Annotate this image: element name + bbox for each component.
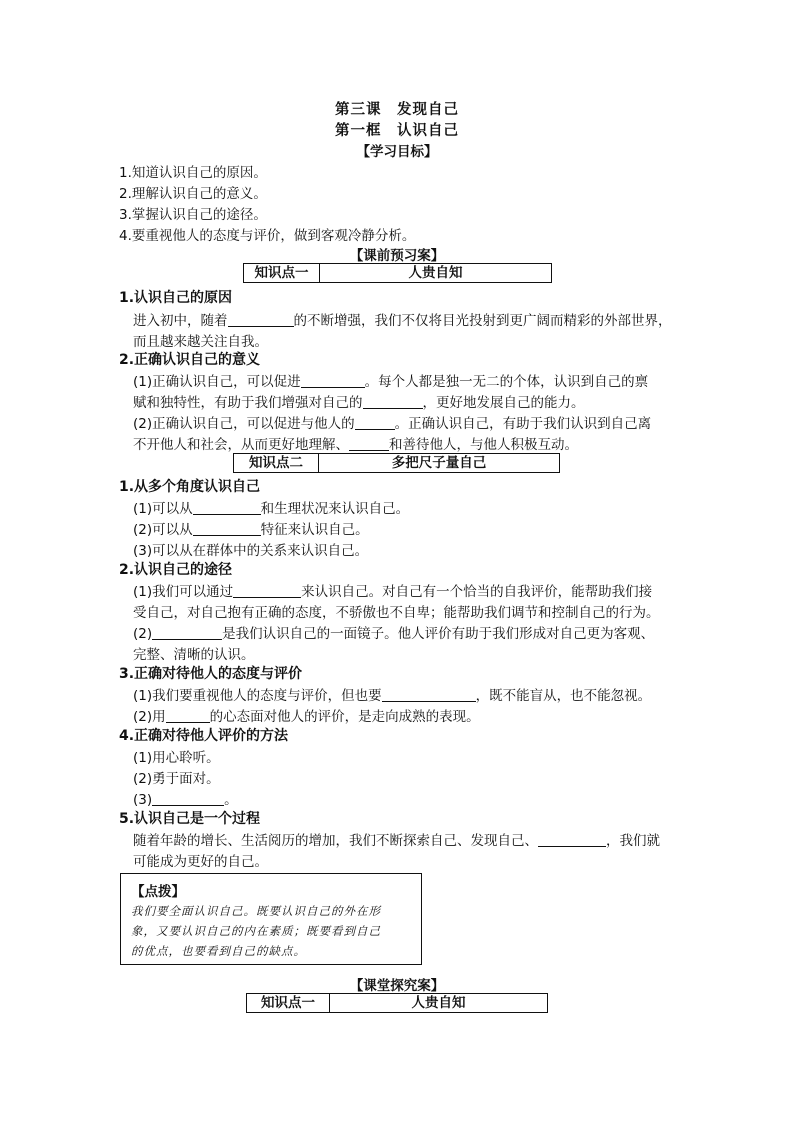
text-line: (2)正确认识自己，可以促进与他人的 。正确认识自己，有助于我们认识到自己离 bbox=[133, 416, 652, 432]
fill-blank[interactable] bbox=[355, 416, 395, 431]
text-line: (1)可以从 和生理状况来认识自己。 bbox=[133, 501, 410, 517]
fill-blank[interactable] bbox=[152, 792, 224, 807]
section-heading: 2.正确认识自己的意义 bbox=[119, 352, 261, 368]
section-heading: 5.认识自己是一个过程 bbox=[119, 811, 261, 827]
text-line: (3)可以从在群体中的关系来认识自己。 bbox=[133, 543, 369, 559]
tip-title: 【点拨】 bbox=[131, 884, 185, 900]
text-line: 受自己，对自己抱有正确的态度，不骄傲也不自卑；能帮助我们调节和控制自己的行为。 bbox=[133, 605, 660, 621]
explore-heading: 【课堂探究案】 bbox=[349, 978, 445, 994]
goal-item: 3.掌握认识自己的途径。 bbox=[119, 207, 267, 223]
preview-heading: 【课前预习案】 bbox=[349, 248, 445, 264]
fill-blank[interactable] bbox=[538, 833, 606, 848]
text-line: (1)我们要重视他人的态度与评价，但也要 ，既不能盲从，也不能忽视。 bbox=[133, 688, 652, 704]
knowledge-point-label: 知识点一 bbox=[247, 994, 330, 1012]
text-line: 不开他人和社会，从而更好地理解、 和善待他人，与他人积极互动。 bbox=[133, 437, 578, 453]
goals-heading: 【学习目标】 bbox=[356, 144, 438, 160]
fill-blank[interactable] bbox=[382, 688, 476, 703]
goal-item: 2.理解认识自己的意义。 bbox=[119, 186, 267, 202]
text-line: 赋和独特性，有助于我们增强对自己的 ，更好地发展自己的能力。 bbox=[133, 395, 585, 411]
knowledge-point-label: 知识点二 bbox=[234, 454, 319, 472]
goal-item: 4.要重视他人的态度与评价，做到客观冷静分析。 bbox=[119, 228, 416, 244]
section-heading: 4.正确对待他人评价的方法 bbox=[119, 728, 289, 744]
text-line: (2) 是我们认识自己的一面镜子。他人评价有助于我们形成对自己更为客观、 bbox=[133, 626, 655, 642]
text-line: (1)用心聆听。 bbox=[133, 750, 220, 766]
fill-blank[interactable] bbox=[166, 709, 210, 724]
fill-blank[interactable] bbox=[349, 437, 389, 452]
section-heading: 1.从多个角度认识自己 bbox=[119, 479, 261, 495]
fill-blank[interactable] bbox=[193, 522, 261, 537]
fill-blank[interactable] bbox=[193, 501, 261, 516]
section-heading: 3.正确对待他人的态度与评价 bbox=[119, 666, 303, 682]
text-line: (2)勇于面对。 bbox=[133, 771, 220, 787]
text-line: 随着年龄的增长、生活阅历的增加，我们不断探索自己、发现自己、 ，我们就 bbox=[133, 833, 660, 849]
text-line: (2)可以从 特征来认识自己。 bbox=[133, 522, 369, 538]
text-line: (1)正确认识自己，可以促进 。每个人都是独一无二的个体，认识到自己的禀 bbox=[133, 374, 649, 390]
tip-line: 我们要全面认识自己。既要认识自己的外在形 bbox=[131, 904, 381, 918]
fill-blank[interactable] bbox=[152, 626, 222, 641]
fill-blank[interactable] bbox=[228, 313, 294, 328]
section-heading: 1.认识自己的原因 bbox=[119, 290, 233, 306]
text-line: 而且越来越关注自我。 bbox=[133, 334, 268, 350]
tip-box bbox=[120, 873, 422, 965]
knowledge-point-title: 人贵自知 bbox=[408, 265, 463, 281]
lesson-title: 第三课 发现自己 bbox=[335, 102, 459, 118]
goal-item: 1.知道认识自己的原因。 bbox=[119, 165, 267, 181]
fill-blank[interactable] bbox=[233, 584, 301, 599]
knowledge-point-title: 多把尺子量自己 bbox=[391, 455, 487, 471]
knowledge-point-title: 人贵自知 bbox=[411, 995, 466, 1011]
tip-line: 的优点，也要看到自己的缺点。 bbox=[131, 944, 306, 958]
fill-blank[interactable] bbox=[363, 395, 423, 410]
text-line: (2)用 的心态面对他人的评价，是走向成熟的表现。 bbox=[133, 709, 480, 725]
text-line: (3) 。 bbox=[133, 792, 238, 808]
text-line: 进入初中，随着 的不断增强，我们不仅将目光投射到更广阔而精彩的外部世界， bbox=[133, 313, 672, 329]
knowledge-point-label: 知识点一 bbox=[244, 264, 320, 282]
knowledge-point-box bbox=[243, 263, 552, 283]
section-heading: 2.认识自己的途径 bbox=[119, 562, 233, 578]
knowledge-point-box bbox=[246, 993, 548, 1013]
text-line: 完整、清晰的认识。 bbox=[133, 647, 255, 663]
knowledge-point-box bbox=[233, 453, 560, 473]
tip-line: 象，又要认识自己的内在素质；既要看到自己 bbox=[131, 924, 381, 938]
fill-blank[interactable] bbox=[301, 374, 365, 389]
section-title: 第一框 认识自己 bbox=[335, 123, 459, 139]
text-line: (1)我们可以通过 来认识自己。对自己有一个恰当的自我评价，能帮助我们接 bbox=[133, 584, 653, 600]
text-line: 可能成为更好的自己。 bbox=[133, 854, 268, 870]
